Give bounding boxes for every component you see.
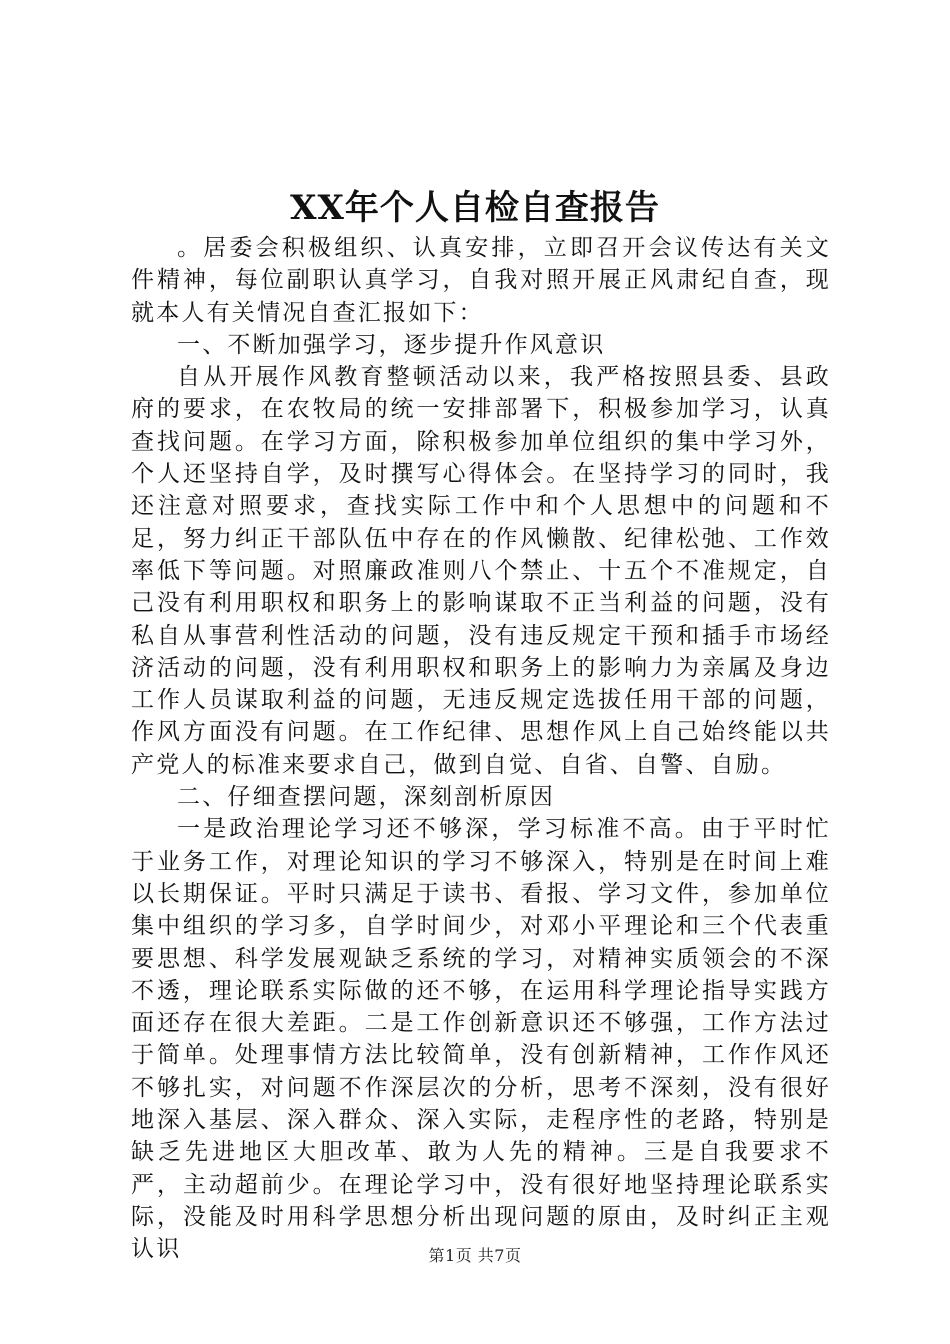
section-heading-2: 二、仔细查摆问题，深刻剖析原因: [177, 784, 555, 811]
paragraph-section-2: 一是政治理论学习还不够深，学习标准不高。由于平时忙于业务工作，对理论知识的学习不够深入，特别是在时间上难以长期保证。平时只满足于读书、看报、学习文件，参加单位集中组织的学习多，自学时间少，对邓小平理论和三个代表重要思想、科学发展观缺乏系统的学习，对精神实质领会的不深不透，理论联系实际做的还不够，在运用科学理论指导实践方面还存在很大差距。二是工作创新意识还不够强，工作方法过于简单。处理事情方法比较简单，没有创新精神，工作作风还不够扎实，对问题不作深层次的分析，思考不深刻，没有很好地深入基层、深入群众、深入实际，走程序性的老路，特别是缺乏先进地区大胆改革、敢为人先的精神。三是自我要求不严，主动超前少。在理论学习中，没有很好地坚持理论联系实际，没能及时用科学思想分析出现问题的原由，及时纠正主观认识: [131, 816, 831, 1263]
page-footer: 第1页 共7页: [428, 1246, 522, 1265]
paragraph-intro: 。居委会积极组织、认真安排，立即召开会议传达有关文件精神，每位副职认真学习，自我对照开展正风肃纪自查，现就本人有关情况自查汇报如下：: [131, 235, 831, 326]
paragraph-section-1: 自从开展作风教育整顿活动以来，我严格按照县委、县政府的要求，在农牧局的统一安排部署下，积极参加学习，认真查找问题。在学习方面，除积极参加单位组织的集中学习外，个人还坚持自学，及时撰写心得体会。在坚持学习的同时，我还注意对照要求，查找实际工作中和个人思想中的问题和不足，努力纠正干部队伍中存在的作风懒散、纪律松弛、工作效率低下等问题。对照廉政准则八个禁止、十五个不准规定，自己没有利用职权和职务上的影响谋取不正当利益的问题，没有私自从事营利性活动的问题，没有违反规定干预和插手市场经济活动的问题，没有利用职权和职务上的影响力为亲属及身边工作人员谋取利益的问题，无违反规定选拔任用干部的问题，作风方面没有问题。在工作纪律、思想作风上自己始终能以共产党人的标准来要求自己，做到自觉、自省、自警、自励。: [131, 364, 831, 778]
section-heading-1: 一、不断加强学习，逐步提升作风意识: [177, 331, 606, 358]
document-body: [131, 232, 831, 1266]
document-title: XX年个人自检自查报告: [290, 188, 660, 228]
